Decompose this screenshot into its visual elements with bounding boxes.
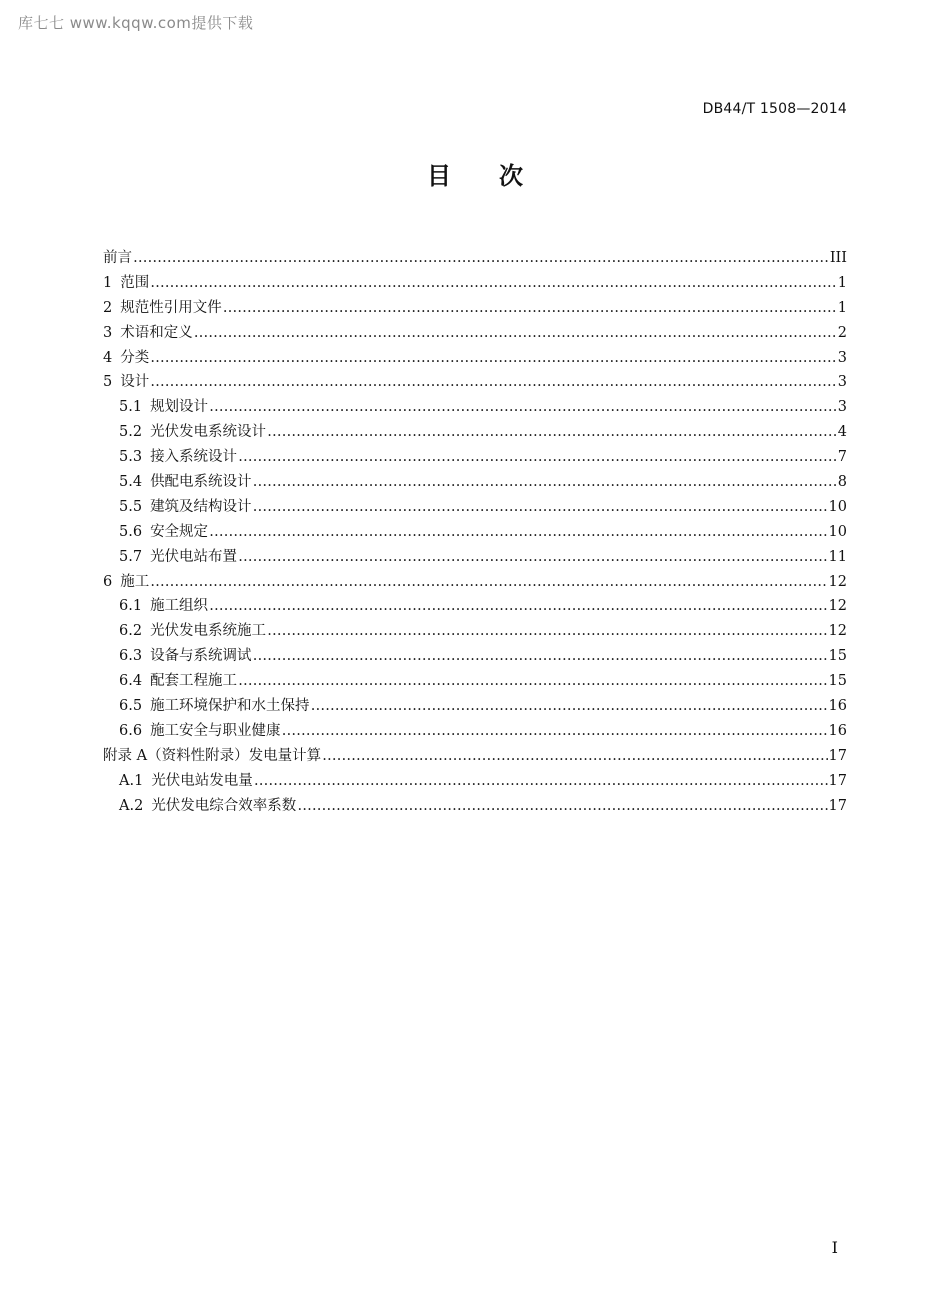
toc-entry-page: 11 [828, 548, 847, 565]
toc-entry[interactable] [103, 470, 847, 495]
table-of-contents [103, 246, 847, 818]
toc-entry-number: 6.4 [119, 673, 143, 690]
toc-entry[interactable] [103, 794, 847, 819]
toc-entry[interactable] [103, 346, 847, 371]
toc-entry-label: 施工安全与职业健康 [150, 722, 281, 739]
toc-entry[interactable] [103, 744, 847, 769]
page-title: 目次 [427, 162, 571, 190]
toc-dot-leader [253, 644, 828, 669]
toc-entry-label: 光伏发电系统设计 [150, 424, 267, 441]
toc-entry-page: 2 [837, 324, 847, 341]
toc-entry[interactable] [103, 271, 847, 296]
document-code: DB44/T 1508—2014 [702, 101, 847, 117]
toc-entry[interactable] [103, 769, 847, 794]
toc-entry-label: 设备与系统调试 [150, 648, 252, 665]
toc-entry-page: 10 [828, 523, 847, 540]
toc-entry[interactable] [103, 495, 847, 520]
toc-entry[interactable] [103, 719, 847, 744]
toc-entry-label: 施工环境保护和水土保持 [150, 698, 310, 715]
toc-entry-number: 2 [103, 299, 113, 316]
toc-dot-leader [238, 669, 827, 694]
toc-entry-label: 建筑及结构设计 [150, 498, 252, 515]
toc-entry-label: 设计 [120, 374, 150, 391]
toc-entry-label: 规范性引用文件 [120, 299, 222, 316]
toc-entry-number: 5.7 [119, 548, 143, 565]
toc-dot-leader [253, 470, 837, 495]
toc-entry-page: 16 [828, 698, 847, 715]
toc-dot-leader [297, 794, 827, 819]
toc-entry-number: 4 [103, 349, 113, 366]
toc-dot-leader [282, 719, 828, 744]
toc-entry-label: 前言 [103, 250, 132, 266]
toc-entry-page: 3 [837, 399, 847, 416]
toc-entry[interactable] [103, 619, 847, 644]
toc-entry[interactable] [103, 669, 847, 694]
watermark-text: 库七七 www.kqqw.com提供下载 [18, 14, 254, 32]
toc-dot-leader [209, 520, 827, 545]
toc-entry-number: 6.5 [119, 698, 143, 715]
toc-entry-number: 6.2 [119, 623, 143, 640]
toc-entry-page: 10 [828, 498, 847, 515]
toc-entry-page: 3 [837, 349, 847, 366]
toc-entry-page: 16 [828, 722, 847, 739]
toc-dot-leader [223, 296, 837, 321]
toc-dot-leader [150, 370, 837, 395]
toc-dot-leader [238, 545, 827, 570]
toc-entry-label: 施工 [120, 573, 150, 590]
toc-entry[interactable] [103, 694, 847, 719]
toc-entry[interactable] [103, 321, 847, 346]
toc-dot-leader [133, 246, 829, 271]
toc-entry[interactable] [103, 545, 847, 570]
toc-entry[interactable] [103, 570, 847, 595]
toc-dot-leader [322, 744, 827, 769]
toc-dot-leader [311, 694, 828, 719]
toc-entry-label: 光伏发电综合效率系数 [151, 797, 297, 814]
toc-dot-leader [150, 271, 837, 296]
toc-entry-label: 光伏发电系统施工 [150, 623, 267, 640]
toc-dot-leader [253, 495, 828, 520]
toc-entry-label: 术语和定义 [120, 324, 193, 341]
toc-entry-number: 5.6 [119, 523, 143, 540]
toc-entry-page: 8 [837, 474, 847, 491]
toc-entry-label: 配套工程施工 [150, 673, 238, 690]
page-number: I [831, 1238, 838, 1257]
toc-dot-leader [150, 346, 837, 371]
toc-entry-page: 3 [837, 374, 847, 391]
toc-entry[interactable] [103, 520, 847, 545]
toc-entry[interactable] [103, 395, 847, 420]
toc-entry-label: 接入系统设计 [150, 449, 238, 466]
toc-entry[interactable] [103, 420, 847, 445]
toc-entry-label: 规划设计 [150, 399, 209, 416]
toc-entry-page: 1 [837, 274, 847, 291]
toc-entry-number: 6 [103, 573, 113, 590]
toc-entry-number: 5 [103, 374, 113, 391]
toc-entry[interactable] [103, 594, 847, 619]
toc-entry-number: 5.2 [119, 424, 143, 441]
toc-dot-leader [267, 420, 837, 445]
toc-entry-page: 15 [828, 673, 847, 690]
toc-entry-number: 5.4 [119, 474, 143, 491]
toc-entry[interactable] [103, 246, 847, 271]
toc-entry[interactable] [103, 370, 847, 395]
toc-entry-number: 3 [103, 324, 113, 341]
toc-entry-page: 12 [828, 598, 847, 615]
toc-entry-number: 6.6 [119, 722, 143, 739]
toc-dot-leader [254, 769, 828, 794]
toc-entry-label: 范围 [120, 274, 150, 291]
toc-entry[interactable] [103, 644, 847, 669]
toc-entry[interactable] [103, 296, 847, 321]
toc-entry-page: 7 [837, 449, 847, 466]
toc-dot-leader [267, 619, 827, 644]
toc-entry-label: 光伏电站发电量 [151, 772, 253, 789]
toc-entry-number: A.1 [119, 772, 144, 789]
toc-entry-number: 6.1 [119, 598, 143, 615]
toc-entry-page: 1 [837, 299, 847, 316]
toc-entry-page: 4 [837, 424, 847, 441]
toc-dot-leader [209, 594, 827, 619]
toc-entry-number: 5.5 [119, 498, 143, 515]
toc-entry-page: 12 [828, 573, 847, 590]
toc-entry-number: 5.1 [119, 399, 143, 416]
toc-entry[interactable] [103, 445, 847, 470]
toc-entry-label: 分类 [120, 349, 150, 366]
toc-entry-page: 12 [828, 623, 847, 640]
toc-entry-page: 17 [828, 797, 847, 814]
toc-entry-number: 6.3 [119, 648, 143, 665]
toc-entry-label: 供配电系统设计 [150, 474, 252, 491]
toc-entry-label: 光伏电站布置 [150, 548, 238, 565]
toc-entry-label: 附录 A（资料性附录）发电量计算 [103, 747, 322, 764]
toc-dot-leader [194, 321, 837, 346]
toc-dot-leader [150, 570, 827, 595]
toc-dot-leader [209, 395, 837, 420]
toc-entry-page: 17 [828, 772, 847, 789]
toc-entry-number: 5.3 [119, 449, 143, 466]
toc-entry-number: 1 [103, 274, 113, 291]
toc-dot-leader [238, 445, 837, 470]
toc-entry-page: 15 [828, 648, 847, 665]
toc-entry-label: 施工组织 [150, 598, 209, 615]
toc-entry-label: 安全规定 [150, 523, 209, 540]
toc-entry-page: 17 [828, 747, 847, 764]
toc-entry-number: A.2 [119, 797, 144, 814]
toc-entry-page: III [829, 250, 847, 266]
